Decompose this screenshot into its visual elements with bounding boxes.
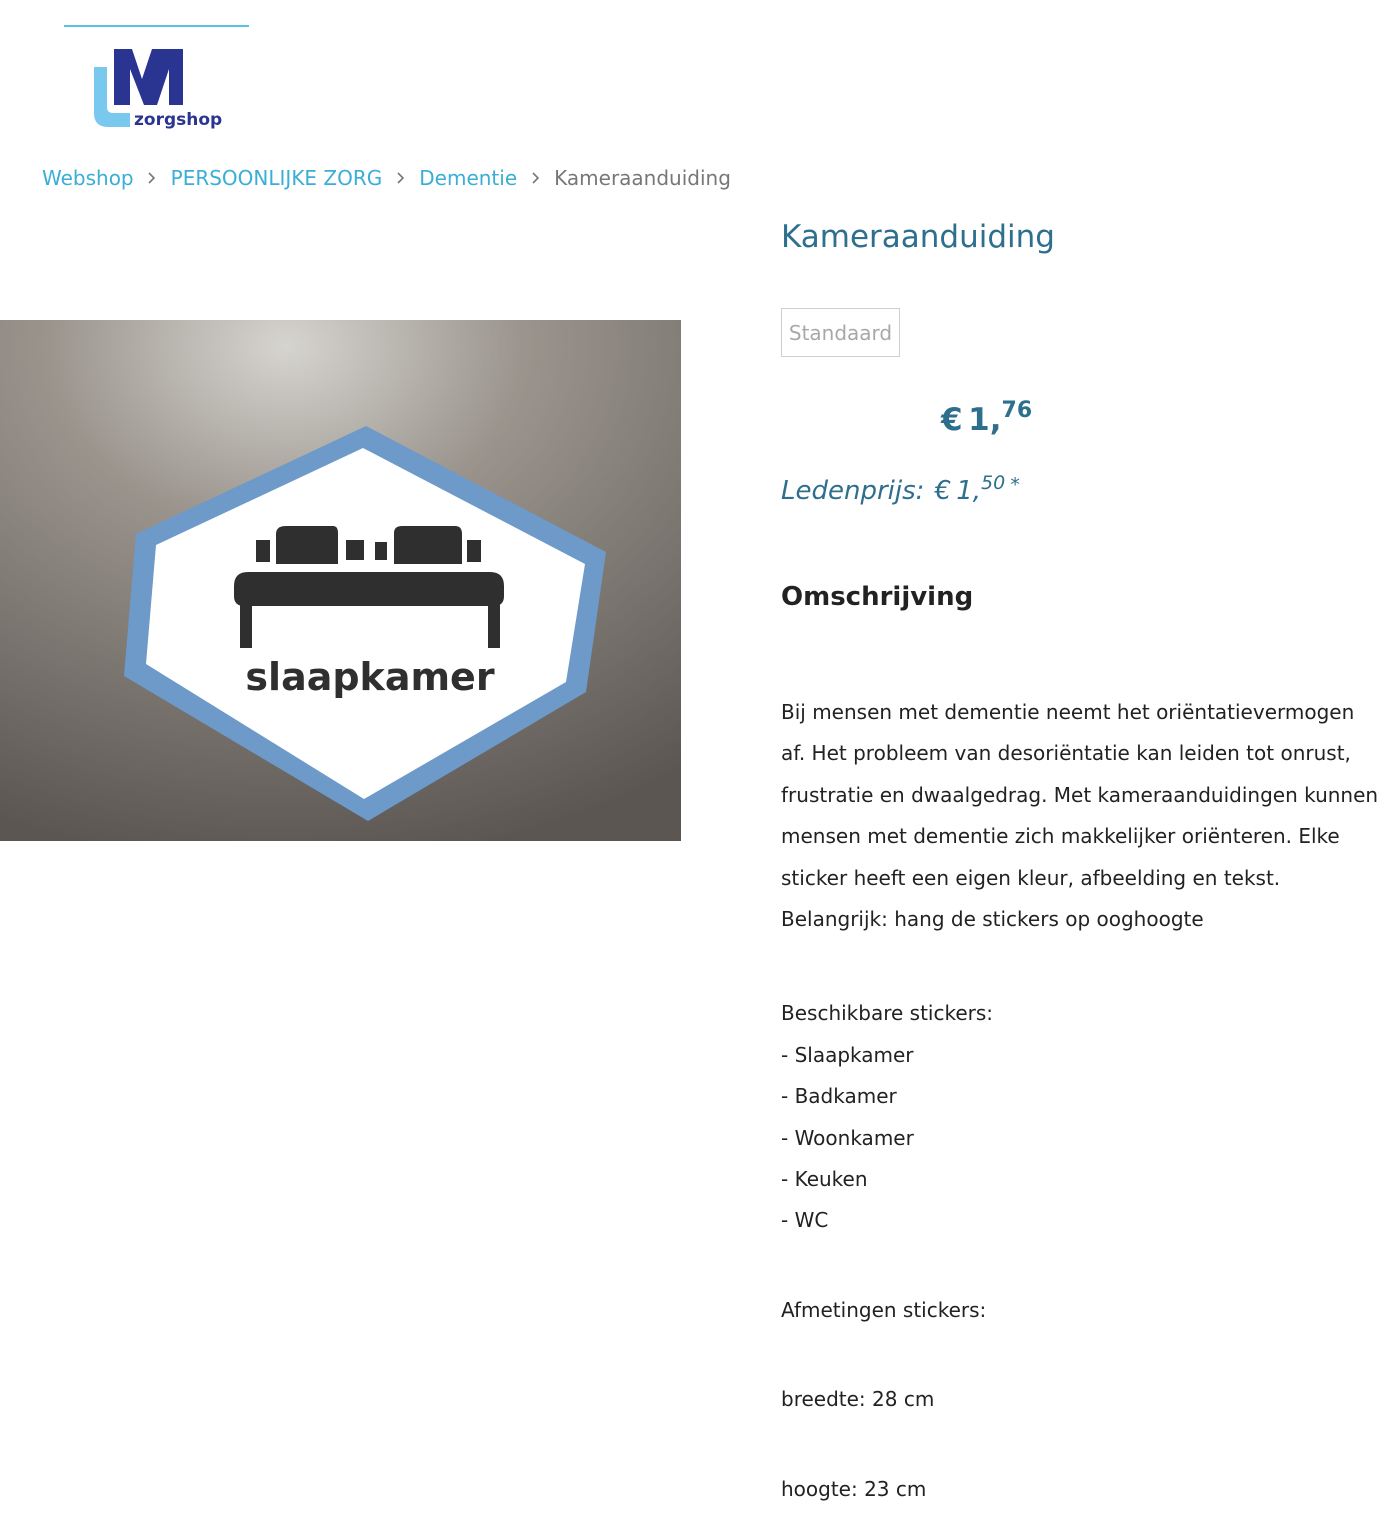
description-heading: Omschrijving	[781, 582, 974, 612]
description-body	[781, 692, 1381, 1510]
description-line: Belangrijk: hang de stickers op ooghoogte	[781, 907, 1204, 932]
logo-mark	[94, 47, 224, 129]
product-title: Kameraanduiding	[781, 219, 1055, 255]
sticker-item: - Woonkamer	[781, 1125, 914, 1150]
sticker-item: - Badkamer	[781, 1084, 897, 1109]
description-line: mensen met dementie zich makkelijker oriënteren. Elke	[781, 824, 1340, 849]
member-price-main: 1,	[956, 476, 982, 506]
zorgshop-logo[interactable]	[94, 47, 224, 129]
logo-text: zorgshop	[134, 110, 223, 129]
member-price-cents: 50	[981, 472, 1006, 494]
dimension-height: hoogte: 23 cm	[781, 1476, 927, 1501]
description-line: frustratie en dwaalgedrag. Met kameraanduidingen kunnen	[781, 782, 1379, 807]
sticker-item: - WC	[781, 1208, 829, 1233]
price-main: 1,	[968, 402, 1002, 438]
breadcrumb-persoonlijke-zorg[interactable]: PERSOONLIJKE ZORG	[170, 166, 383, 190]
top-accent-line	[64, 25, 249, 27]
product-price	[941, 398, 1032, 438]
description-line: sticker heeft een eigen kleur, afbeelding en tekst.	[781, 865, 1281, 890]
breadcrumb-webshop[interactable]: Webshop	[42, 166, 134, 190]
member-price	[781, 472, 1020, 506]
sticker-item: - Keuken	[781, 1167, 868, 1192]
breadcrumb	[42, 163, 731, 193]
price-currency: €	[941, 402, 963, 438]
dimension-width: breedte: 28 cm	[781, 1387, 935, 1412]
member-price-currency: €	[934, 476, 952, 506]
breadcrumb-dementie[interactable]: Dementie	[419, 166, 518, 190]
variant-standaard-button[interactable]: Standaard	[781, 308, 900, 357]
chevron-right-icon	[134, 168, 171, 188]
breadcrumb-current: Kameraanduiding	[554, 166, 731, 190]
member-price-label: Ledenprijs:	[781, 476, 925, 506]
chevron-right-icon	[382, 168, 419, 188]
product-image[interactable]	[0, 320, 681, 841]
price-cents: 76	[1001, 398, 1033, 423]
dimensions-heading: Afmetingen stickers:	[781, 1297, 987, 1322]
stickers-heading: Beschikbare stickers:	[781, 1001, 994, 1026]
member-price-asterisk: *	[1010, 474, 1020, 496]
description-line: Bij mensen met dementie neemt het oriëntatievermogen	[781, 700, 1355, 724]
description-line: af. Het probleem van desoriëntatie kan leiden tot onrust,	[781, 741, 1351, 766]
chevron-right-icon	[517, 168, 554, 188]
sticker-item: - Slaapkamer	[781, 1042, 914, 1067]
image-caption: slaapkamer	[245, 655, 495, 699]
